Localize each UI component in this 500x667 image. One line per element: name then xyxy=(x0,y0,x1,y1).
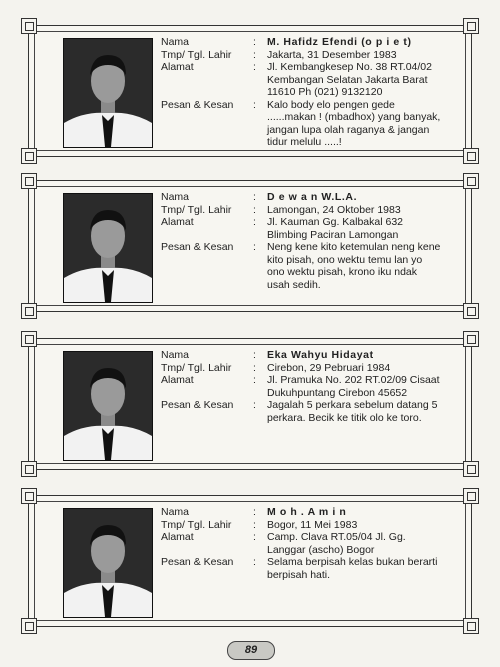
student-info xyxy=(161,36,466,149)
student-photo xyxy=(63,193,153,303)
page-number: 89 xyxy=(227,641,275,660)
colon-separator xyxy=(253,412,267,425)
colon-separator: : xyxy=(253,556,256,568)
message-row xyxy=(161,124,466,137)
profile-card xyxy=(28,180,472,312)
address-label xyxy=(161,387,253,400)
message-row xyxy=(161,556,466,569)
name-value: D e w a n W.L.A. xyxy=(267,191,358,203)
message-value: ono wektu pisah, krono iku ndak xyxy=(267,266,418,278)
name-row xyxy=(161,36,466,49)
corner-ornament xyxy=(463,618,479,634)
message-label: Pesan & Kesan xyxy=(161,556,234,568)
colon-separator xyxy=(253,111,267,124)
student-photo xyxy=(63,351,153,461)
birth-row xyxy=(161,49,466,62)
message-value: Selama berpisah kelas bukan berarti xyxy=(267,556,438,568)
address-row xyxy=(161,216,466,229)
message-label xyxy=(161,124,253,137)
address-label xyxy=(161,229,253,242)
message-label xyxy=(161,111,253,124)
address-value: Jl. Pramuka No. 202 RT.02/09 Cisaat xyxy=(267,374,440,386)
name-value: Eka Wahyu Hidayat xyxy=(267,349,374,361)
address-value: Langgar (ascho) Bogor xyxy=(267,543,375,556)
colon-separator: : xyxy=(253,61,256,73)
address-row xyxy=(161,387,466,400)
address-label: Alamat xyxy=(161,374,194,386)
corner-ornament xyxy=(21,331,37,347)
message-label xyxy=(161,279,253,292)
name-label: Nama xyxy=(161,191,190,203)
colon-separator xyxy=(253,266,267,279)
message-row xyxy=(161,399,466,412)
colon-separator: : xyxy=(253,191,256,203)
address-value: Camp. Clava RT.05/04 Jl. Gg. xyxy=(267,531,406,543)
corner-ornament xyxy=(21,618,37,634)
colon-separator xyxy=(253,136,267,149)
colon-separator xyxy=(253,86,267,99)
student-photo xyxy=(63,38,153,148)
corner-ornament xyxy=(21,303,37,319)
address-row xyxy=(161,86,466,99)
address-value: Dukuhpuntang Cirebon 45652 xyxy=(267,386,408,399)
address-value: Blimbing Paciran Lamongan xyxy=(267,228,399,241)
message-row xyxy=(161,111,466,124)
corner-ornament xyxy=(463,331,479,347)
corner-ornament xyxy=(463,173,479,189)
corner-ornament xyxy=(21,148,37,164)
colon-separator xyxy=(253,254,267,267)
birth-value: Jakarta, 31 Desember 1983 xyxy=(267,48,397,61)
colon-separator: : xyxy=(253,531,256,543)
message-label xyxy=(161,569,253,582)
address-row xyxy=(161,74,466,87)
name-row xyxy=(161,349,466,362)
message-row xyxy=(161,266,466,279)
address-label: Alamat xyxy=(161,216,194,228)
address-value: Jl. Kembangkesep No. 38 RT.04/02 xyxy=(267,61,432,73)
message-row xyxy=(161,279,466,292)
message-label: Pesan & Kesan xyxy=(161,241,234,253)
colon-separator xyxy=(253,569,267,582)
name-row xyxy=(161,191,466,204)
message-row xyxy=(161,254,466,267)
corner-ornament xyxy=(21,173,37,189)
colon-separator: : xyxy=(253,241,256,253)
birth-value: Bogor, 11 Mei 1983 xyxy=(267,518,358,531)
name-value: M. Hafidz Efendi (o p i e t) xyxy=(267,36,412,48)
colon-separator: : xyxy=(253,361,256,374)
corner-ornament xyxy=(463,148,479,164)
profile-card xyxy=(28,25,472,157)
address-row xyxy=(161,531,466,544)
address-row xyxy=(161,229,466,242)
address-row xyxy=(161,544,466,557)
message-value: ......makan ! (mbadhox) yang banyak, xyxy=(267,111,441,123)
colon-separator: : xyxy=(253,48,256,61)
message-row xyxy=(161,569,466,582)
corner-ornament xyxy=(463,461,479,477)
message-label xyxy=(161,266,253,279)
address-label xyxy=(161,544,253,557)
colon-separator: : xyxy=(253,518,256,531)
colon-separator xyxy=(253,124,267,137)
birth-label: Tmp/ Tgl. Lahir xyxy=(161,203,232,216)
name-label: Nama xyxy=(161,36,190,48)
name-value: M o h . A m i n xyxy=(267,506,347,518)
colon-separator xyxy=(253,544,267,557)
colon-separator: : xyxy=(253,399,256,411)
corner-ornament xyxy=(463,488,479,504)
address-value: Kembangan Selatan Jakarta Barat xyxy=(267,73,428,86)
address-label: Alamat xyxy=(161,531,194,543)
address-value: 11610 Ph (021) 9132120 xyxy=(267,86,383,98)
colon-separator: : xyxy=(253,36,256,48)
message-row xyxy=(161,241,466,254)
student-photo xyxy=(63,508,153,618)
profile-card xyxy=(28,495,472,627)
name-row xyxy=(161,506,466,519)
profile-card xyxy=(28,338,472,470)
message-value: kito pisah, ono wektu temu lan yo xyxy=(267,253,423,266)
colon-separator: : xyxy=(253,506,256,518)
corner-ornament xyxy=(21,461,37,477)
colon-separator: : xyxy=(253,203,256,216)
student-info xyxy=(161,506,466,581)
message-value: jangan lupa olah raganya & jangan xyxy=(267,123,430,136)
message-value: perkara. Becik ke titik olo ke toro. xyxy=(267,411,422,424)
student-info xyxy=(161,349,466,424)
message-label xyxy=(161,136,253,149)
message-label: Pesan & Kesan xyxy=(161,399,234,411)
colon-separator: : xyxy=(253,216,256,228)
address-label: Alamat xyxy=(161,61,194,73)
name-label: Nama xyxy=(161,349,190,361)
message-label xyxy=(161,412,253,425)
birth-label: Tmp/ Tgl. Lahir xyxy=(161,361,232,374)
address-row xyxy=(161,374,466,387)
colon-separator xyxy=(253,229,267,242)
message-label: Pesan & Kesan xyxy=(161,98,234,111)
birth-row xyxy=(161,519,466,532)
corner-ornament xyxy=(463,303,479,319)
message-value: Neng kene kito ketemulan neng kene xyxy=(267,241,441,253)
student-info xyxy=(161,191,466,291)
message-value: Jagalah 5 perkara sebelum datang 5 xyxy=(267,399,438,411)
corner-ornament xyxy=(21,488,37,504)
name-label: Nama xyxy=(161,506,190,518)
message-value: berpisah hati. xyxy=(267,568,331,581)
address-label xyxy=(161,86,253,99)
birth-row xyxy=(161,362,466,375)
message-label xyxy=(161,254,253,267)
colon-separator: : xyxy=(253,349,256,361)
address-label xyxy=(161,74,253,87)
birth-value: Cirebon, 29 Pebruari 1984 xyxy=(267,361,391,374)
birth-label: Tmp/ Tgl. Lahir xyxy=(161,48,232,61)
message-value: Kalo body elo pengen gede xyxy=(267,98,395,111)
birth-row xyxy=(161,204,466,217)
colon-separator xyxy=(253,74,267,87)
colon-separator: : xyxy=(253,374,256,386)
colon-separator xyxy=(253,387,267,400)
colon-separator: : xyxy=(253,98,256,111)
corner-ornament xyxy=(463,18,479,34)
message-row xyxy=(161,99,466,112)
message-value: tidur melulu .....! xyxy=(267,136,342,148)
message-row xyxy=(161,136,466,149)
colon-separator xyxy=(253,279,267,292)
address-value: Jl. Kauman Gg. Kalbakal 632 xyxy=(267,216,403,228)
birth-value: Lamongan, 24 Oktober 1983 xyxy=(267,203,401,216)
message-value: usah sedih. xyxy=(267,278,321,291)
corner-ornament xyxy=(21,18,37,34)
birth-label: Tmp/ Tgl. Lahir xyxy=(161,518,232,531)
message-row xyxy=(161,412,466,425)
address-row xyxy=(161,61,466,74)
